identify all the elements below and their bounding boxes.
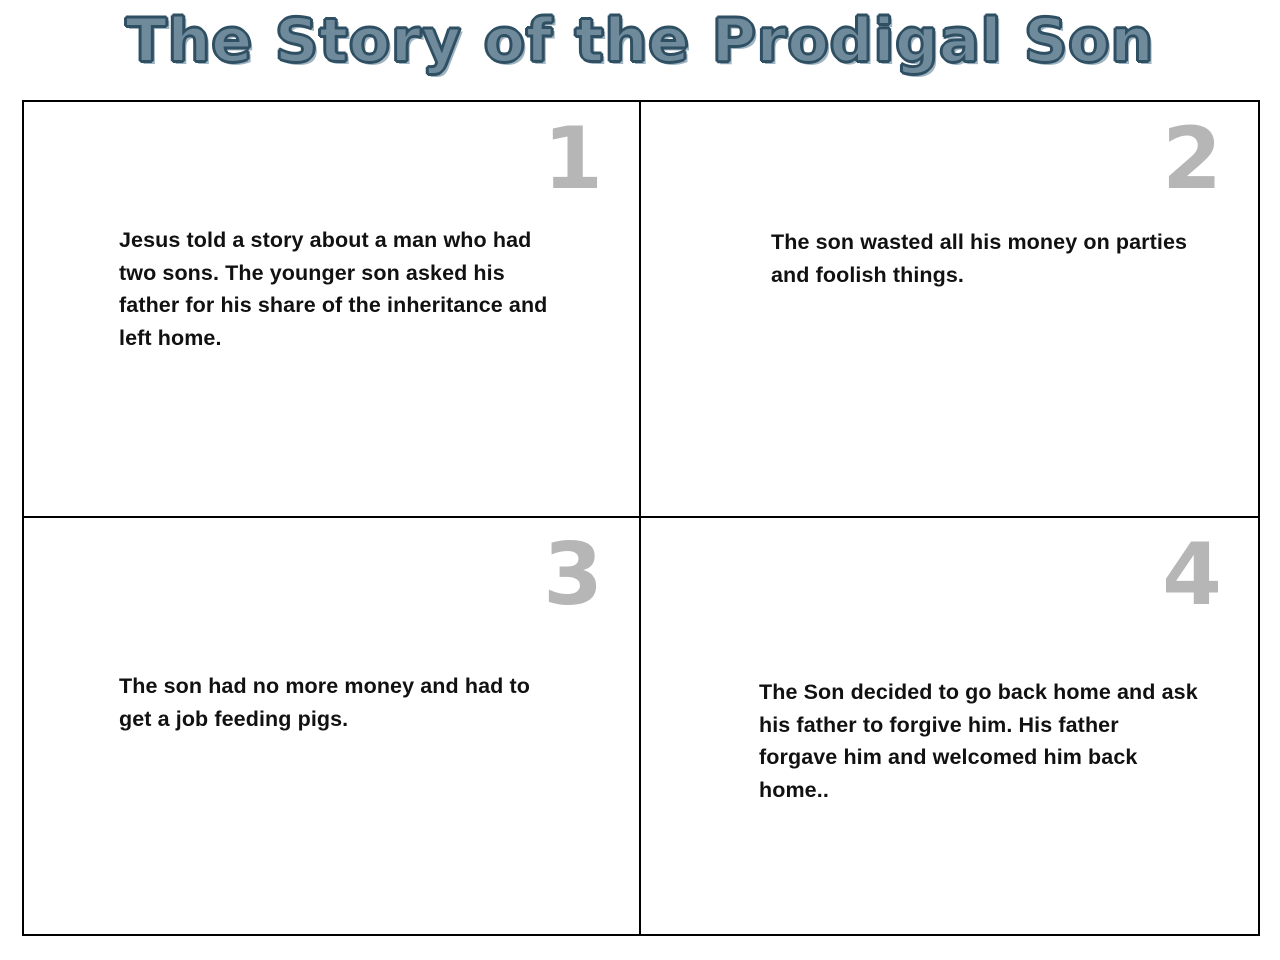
panel-text-4: The Son decided to go back home and ask his father to forgive him. His father forgave him and welcomed him back home.. bbox=[759, 680, 1198, 803]
panel-text-3: The son had no more money and had to get a job feeding pigs. bbox=[119, 674, 530, 731]
panel-text-2: The son wasted all his money on parties and foolish things. bbox=[771, 230, 1188, 287]
story-panel-3 bbox=[24, 518, 641, 934]
panel-number-1: 1 bbox=[543, 109, 603, 209]
panel-number-2: 2 bbox=[1162, 109, 1222, 209]
panel-text-1: Jesus told a story about a man who had two sons. The younger son asked his father for his share of the inheritance and left home. bbox=[119, 228, 548, 351]
panel-number-3: 3 bbox=[543, 525, 603, 625]
page-title: The Story of the Prodigal Son bbox=[125, 6, 1155, 76]
story-panel-grid bbox=[22, 100, 1260, 936]
story-panel-4 bbox=[641, 518, 1258, 934]
story-panel-2 bbox=[641, 102, 1258, 518]
panel-number-4: 4 bbox=[1162, 525, 1222, 625]
story-panel-1 bbox=[24, 102, 641, 518]
